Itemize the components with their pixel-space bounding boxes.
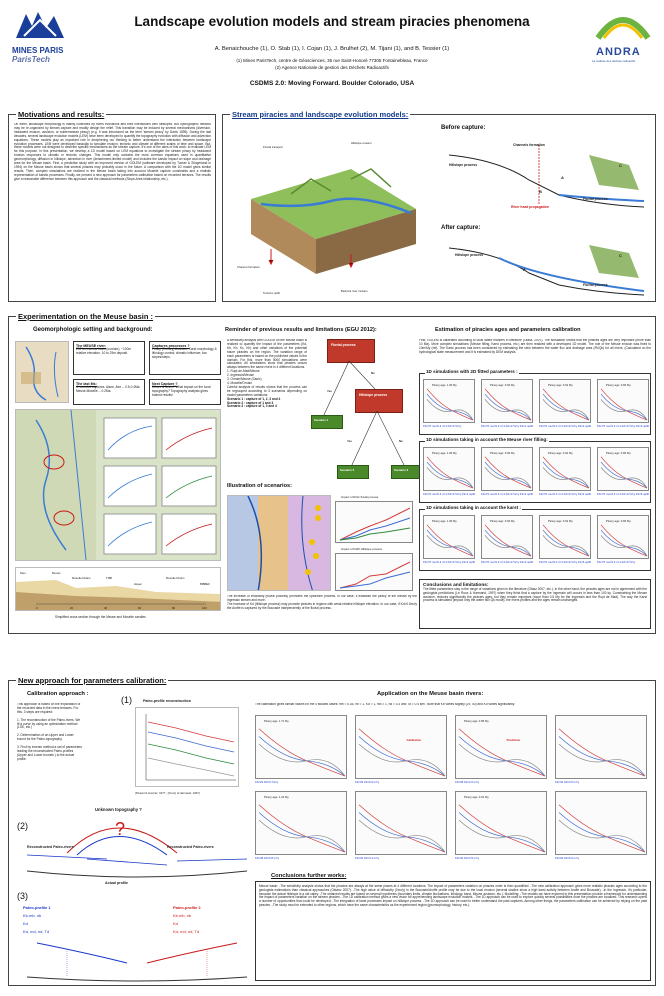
sim-3-plot-1-age: Piracy age: 1.00 My: [432, 519, 457, 523]
reminder-title: Reminder of previous results and limitations (EGU 2012):: [225, 327, 377, 333]
sim-2-plot-2-age: Piracy age: 0.94 My: [490, 451, 515, 455]
label-hillslope-process-1: Hillslope process: [449, 163, 478, 167]
meuse-map: [15, 341, 69, 403]
reconstructed-left: Reconstructed Paleo-rivers: [27, 845, 74, 849]
paleo2-title: Paleo-profile 2: [173, 905, 201, 910]
sim-2-plot-4-curve-1: [601, 462, 647, 488]
illustration-caption-1: Impact of kb/kc fluvial process: [341, 495, 379, 499]
sim-1-plot-3-caption: Kb=70 mu=0.3 n=1 Kd=17m²/y Fk=2 uplift: [539, 424, 592, 428]
sim-1-plot-1-age: Piracy age: 1.00 My: [432, 383, 457, 387]
illustration-caption-2: Impact of Kd/Kf Hillslope process: [341, 547, 383, 551]
sim-2-plot-2-caption: Kb=70 mu=0.3 n=1 Kd=17m²/y Fk=2 uplift: [481, 492, 534, 496]
meuse-plot-8-curve-1: [559, 812, 645, 852]
sim-3-plot-2-curve-1: [485, 530, 531, 556]
reminder-list-1: 1. Rupt-de-Mad/Meuse: [227, 369, 260, 374]
meuse-plot-3-svg: [456, 716, 547, 779]
reminder-list-3: 3. Ornain/Meuse (Saulx): [227, 377, 262, 382]
sim-3-plot-4-caption: Kb=70 mu=0.3 n=1 Kd=17m²/y: [597, 560, 636, 564]
tree-scenario-2-label: Scenario 2: [340, 468, 355, 472]
paleo1-line-3: Kd, md, nd, Td: [23, 929, 50, 934]
illustration-text-1: The increase of erodibility (fluvial process) promotes the upstream process. In our case, it establish the piracy of the Meuse by the Ingressin stream and more.: [227, 595, 417, 602]
meuse-plot-1: [255, 715, 347, 779]
meuse-plot-7-svg: [456, 792, 547, 855]
section-label: Simplified cross section through the Meuse and Moselle candles: [55, 615, 146, 619]
paleo1-line-1: Kb,mb, nb: [23, 913, 42, 918]
meuse-plot-1-curve-1: [259, 736, 345, 776]
sim-1-plot-4-age: Piracy age: 0.84 My: [606, 383, 631, 387]
sim-3-plot-3-age: Piracy age: 0.91 My: [548, 519, 573, 523]
meuse-plot-1-caption: Kb=29 Kd=0.7m²/y: [255, 780, 279, 784]
before-capture-title: Before capture:: [441, 125, 486, 131]
conclusions-text: The fitted parameters stay in the range of variations given in the literature (Otasz 2007, etc.). In the other hand, the piracies ages are not in agreement with the geologists predictions (Le Roux & Harmand, 1997) when they think that a capture by the Ingressin will occurs in less than 100 ky. Constraining the Meuse avulsion, reduces significantly the piracies ages, but they remain important (more than 0.5 My for the Ingressin and the Rupt de Mad). The way the Karst process is simulated (impact only the water flux Qk modif), the rivers profiles and the ages remain unchanged.: [423, 587, 647, 603]
section-axis-0: 0: [36, 606, 38, 610]
experimentation-panel: [8, 316, 656, 634]
sim-1-plot-4: [597, 379, 649, 423]
box-next-capture-text: Where & when? What impact on the local topography? Topography analysis gives trained results!: [152, 385, 211, 397]
illustration-plot-2-svg: [336, 554, 413, 591]
sim-1-plot-2-caption: Kb=70 mu=0.3 n=1 Kd=17m²/y Fk=1 uplift: [481, 424, 534, 428]
actual-profile: Actual profile: [105, 881, 128, 885]
section-word-3: Moselle Drains: [72, 576, 91, 580]
sim-1-plot-4-curve-0: [601, 389, 647, 420]
meuse-plot-6-curve-1: [359, 812, 445, 852]
meuse-plot-5-curve-0: [259, 805, 345, 852]
section-word-7: BIBBEF: [200, 582, 210, 586]
label-fluvial-process-2: Fluvial process: [583, 283, 608, 287]
paleo1-title: Paleo-profile 1: [23, 905, 51, 910]
meuse-plot-8: [555, 791, 647, 855]
meuse-plot-8-caption: Kb=29 Kd=0.9 m²/y: [555, 856, 580, 860]
scenario-map-icon: [228, 496, 331, 591]
sim-3-plot-2-caption: Kb=70 mu=0.3 n=1 Kd=17m²/y Fk=3 uplift: [481, 560, 534, 564]
fig1-title: Paleo-profile reconstruction: [143, 699, 191, 703]
estimation-text: First, GOLEM is calibrated according to local dated markers in literature (Otasz, 2007). The simulation shows that the piracies ages are very important (more than 10 Ma). More complex simulations (Meuse filling, Karst process, etc.) are then realized with a developed 1D model. The role of the Meuse erosion was fixed to 10m/My (ref). The Karst process has been considered by estimating the ratio between the water flux and drainage area (Fk/Qk) for all rivers. (Calculated on the hydrological state measurement and it is estimated by DEM analysis.: [419, 339, 651, 354]
meuse-plot-3-caption: Kb=38 Kd=2.0 m²/y: [455, 780, 480, 784]
logo-andra: [590, 8, 656, 68]
calib-step-2: 2. Determination of an Upper and Lower bound for the Paleo-topography.: [17, 733, 74, 742]
sim-2-plot-1: [423, 447, 475, 491]
newapproach-panel: [8, 680, 656, 986]
reminder-scenario-3: Scenario 3 : capture of 1, 3 and 4: [227, 404, 277, 409]
sim-2-plot-4: [597, 447, 649, 491]
conclusions-box: [419, 579, 651, 629]
illustration-plot-1: [335, 501, 413, 543]
cross-section: [15, 567, 221, 611]
sim-2-plot-3-curve-1: [543, 462, 589, 488]
sim-2-plot-3: [539, 447, 591, 491]
block-label-channel: Channel formation: [237, 265, 260, 269]
box-meuse-river: [73, 341, 145, 375]
label-hillslope-process-2: Hillslope process: [455, 253, 484, 257]
meuse-plot-8-curve-0: [559, 805, 645, 852]
point-c-before: C: [619, 163, 622, 168]
reminder-scenario-2: Scenario 2 : capture of 1 and 4: [227, 400, 274, 405]
further-box: [255, 881, 651, 981]
reminder-text: [227, 339, 307, 469]
cross-section-icon: [16, 568, 221, 611]
meuse-plot-4-curve-1: [559, 736, 645, 776]
sim-1-plot-2-curve-1: [485, 394, 531, 420]
poster-title: Landscape evolution models and stream piracies phenomena: [134, 14, 530, 29]
sim-3-plot-3-curve-1: [543, 530, 589, 556]
point-a-before: A: [561, 175, 564, 180]
meuse-plot-4-svg: [556, 716, 647, 779]
block-label-tectonic: Tectonic uplift: [263, 291, 280, 295]
paleo-profiles-diagram: [27, 933, 247, 983]
fig3-number: (3): [17, 891, 28, 901]
calib-step-3: 3. Find by inverse method a set of parameters leading the reconstructed Paleo-profiles (Upper and Lower bounds ) to the actual profile.: [17, 744, 83, 761]
stream-title: Stream piracies and landscape evolution models:: [232, 110, 409, 119]
conclusions-title: Conclusions and limitations:: [423, 583, 489, 588]
logo-andra-tagline: La maîtrise des déchets radioactifs: [592, 59, 636, 63]
sim-3-plot-2: [481, 515, 533, 559]
logo-andra-text: ANDRA: [596, 46, 641, 58]
meuse-plot-5: [255, 791, 347, 855]
box-last-ms: [73, 379, 145, 405]
sim-3-plot-4-age: Piracy age: 0.84 My: [606, 519, 631, 523]
geomorph-title: Geomorphologic setting and background:: [33, 327, 153, 333]
motivations-title: Motivations and results:: [18, 110, 105, 119]
meuse-plot-7-age: Piracy age: 0.91 My: [464, 795, 489, 799]
section-word-1: Dieu: [20, 571, 26, 575]
sim3-title: 1D simulations taking in account the karst :: [426, 505, 521, 510]
meuse-plot-1-curve-0: [259, 729, 345, 776]
meuse-application-text: The calibration gives similar values for the 4 studied cases: mb = 0.35, nb = 1, Kd = 1, md = 1, nd = 0.3 and Td = 0.4 km². Note that Kb varies slightly (29, 40) and Kd varies significantly.: [255, 703, 515, 706]
tree-scenario-1-label: Scenario 1: [314, 418, 329, 422]
sim-3-plot-2-age: Piracy age: 0.94 My: [490, 519, 515, 523]
meuse-plot-2-curve-1: [359, 736, 445, 776]
meuse-plot-6-caption: Kb=40 Kd=3.3 m²/y: [355, 856, 380, 860]
tree-yes-2: Yes: [347, 439, 352, 443]
sim-2-plot-1-curve-1: [427, 462, 473, 488]
meuse-plot-3: [455, 715, 547, 779]
illustration-text-2: The increase of Kd (hillslope process) may promote piracies in regions with weak relative hillslope elevation. In our case, if Kd>0.5m²/y the Aroffe is captured by the Bouvade independently of the fluvial process.: [227, 601, 417, 610]
sim-1-plot-2-age: Piracy age: 0.94 My: [490, 383, 515, 387]
tree-no-1: No: [371, 371, 375, 375]
sim-3-plot-4-curve-0: [601, 525, 647, 556]
sim-1-plot-1-curve-0: [427, 389, 473, 420]
calib-text: [17, 703, 83, 823]
logo-mines-line1: MINES PARIS: [12, 46, 64, 55]
further-title: Conclusions further works:: [271, 873, 347, 879]
box-last-ms-title: The last Ms:: [76, 382, 97, 386]
svg-text:?: ?: [115, 819, 126, 839]
after-capture-diagram: [439, 233, 649, 303]
meuse-plot-2-curve-0: [359, 729, 445, 776]
box-meuse-river-text: 290 km narrow basin (corridor). ~100m relative elevation. 10 to 25m deposit.: [76, 347, 132, 355]
section-word-2: Meuse: [52, 571, 61, 575]
after-capture-title: After capture:: [441, 225, 481, 231]
block-label-hillslope: Hillslope erosion: [351, 141, 372, 145]
meuse-plot-7-caption: Kb=40 Kd=3.5 m²/y: [455, 856, 480, 860]
tree-scenario-3-label: Scenario 3: [394, 468, 409, 472]
box-captures: [149, 341, 221, 375]
calib-intro: This approach is based on the exploitation of the recorded data in the rivers terraces. For this, 3 steps are required:: [17, 703, 81, 714]
sim-2-plot-2: [481, 447, 533, 491]
sim-2-plot-3-caption: Kb=70 mu=0.3 n=1 Kd=17m²/y Fk=3 uplift: [539, 492, 592, 496]
reminder-scenario-1: Scenario 1 : capture of 1, 2, 3 and 4: [227, 396, 281, 401]
poster-authors: A. Benaichouche (1), O. Stab (1), I. Cojan (1), J. Brulhet (2), M. Tijani (1), and B. Tessier (1): [214, 46, 450, 52]
paleo1-line-2: Kd: [23, 921, 28, 926]
meuse-plot-3-curve-1: [459, 736, 545, 776]
section-word-4: TMB: [106, 576, 112, 580]
box-next-capture-title: Next Capture ?: [152, 382, 178, 386]
meuse-plot-4: [555, 715, 647, 779]
meuse-application-title: Application on the Meuse basin rivers:: [377, 691, 484, 697]
section-axis-1: 20: [70, 606, 74, 610]
experimentation-title: Experimentation on the Meuse basin :: [18, 312, 154, 321]
logo-mines-line2: ParisTech: [12, 55, 50, 64]
sim-3-plot-3: [539, 515, 591, 559]
box-captures-title: Captures processes ?: [152, 344, 190, 348]
sim-1-plot-2-curve-0: [485, 389, 531, 420]
meuse-plot-3-label: Prediction: [506, 738, 521, 743]
label-river-head: River head propagation: [511, 205, 549, 209]
section-axis-2: 40: [104, 606, 108, 610]
box-captures-text: Piracy (Tertiary) Avulsion, Karst morphology & lithology control; climatic influence; low slopes/steps.: [152, 347, 217, 359]
newapproach-title: New approach for parameters calibration:: [18, 676, 167, 685]
meuse-plot-2-caption: Kb=29 Kd=0.9 m²/y: [355, 780, 380, 784]
sim-2-plot-3-age: Piracy age: 0.91 My: [548, 451, 573, 455]
sim-2-plot-2-curve-1: [485, 462, 531, 488]
sim-2-plot-1-curve-0: [427, 457, 473, 488]
label-fluvial-process-1: Fluvial process: [583, 197, 608, 201]
box-last-ms-text: 4 recorded captures. Aisne, Aire -- 0.5-0.4Ma. Meuse-Moselle -- 0.2Ma.: [76, 385, 141, 393]
calib-title: Calibration approach :: [27, 691, 89, 697]
motivations-text: On earth, landscape morphology is mainly controlled by rivers evolutions and their interactions with hillslopes. But hydrographic network may be re-organized by stream capture and readily design the relief. This transition may be induced by several mechanisms (diversion, headward erosion, avulsion, or subterranean piracy) (e.g. It was introduced as the term 'stream piracy' by Davis 1895). During the last decades, several landscape evolution models (LEM) have been developed to quantify the topography evolution with diffusion and advection equations. These models play an important role in deciphering our thinking to better understand the interaction between landscape evolution processes. LEM were developed basically to simulate erosion, tectonic and climate at different scales of time and space. But, these models were not designed to describe specific mechanisms as the stream capture. It's one of the aims of this work: to evaluate LEM for this purpose. In this presentation, we develop a 1D model based on LEM equations to investigate the stream piracy by headward erosion responses to climatic or tectonic changes. This model only contains the most common equations used in quantitative geomorphology, diffusion in hillslope, advection in river (detachment-limited model) and includes the karstic impact on slope and drainage area for the Meuse basin. First, a predictive study with an improved version of GOLEM (software developed by Tucker & Slingerland in 1994) on the Meuse basin shows that several piracies may probably occur in the future. A comparison with the 1D model gives similar results. Then, complex simulations are realized in the Meuse basin taking into account Moselle capture constraints and a realistic representation of karstic processes. Finally, we present a new approach for parameters calibration based on recorded terraces. The results give a reasonable difference between this approach and the classical methods (Slope-Area relationship, etc.).: [14, 123, 211, 181]
meuse-plot-2: [355, 715, 447, 779]
sim1-title: 1D simulations with 2D fitted parameters :: [426, 369, 518, 374]
meuse-topographic-map: [15, 409, 221, 561]
sim2-title: 1D simulations taking in account the Meuse river filling:: [426, 437, 548, 442]
sim-2-plot-4-curve-0: [601, 457, 647, 488]
scenario-map: [227, 495, 331, 591]
box-next-capture: [149, 379, 221, 405]
sim-3-plot-4: [597, 515, 649, 559]
fig1-caption: (Pissart & Gonzaz, 1977 ; (Krum) & Harmand, 1997): [135, 791, 200, 795]
reminder-text-2: All simulations show that piracies occurs always between the same rivers in 4 different locations.: [227, 361, 307, 370]
sim-1-plot-3-age: Piracy age: 0.91 My: [548, 383, 573, 387]
poster-conference: CSDMS 2.0: Moving Forward. Boulder Colorado, USA: [249, 80, 415, 87]
sim-3-plot-4-curve-1: [601, 530, 647, 556]
sim-2-plot-1-caption: Kb=70 mu=0.3 n=1 Kd=17m²/y Fk=1 uplift: [423, 492, 476, 496]
sim-2-plot-2-curve-0: [485, 457, 531, 488]
block-label-fluvial: Fluvial transport: [263, 145, 283, 149]
paleo-reconstruction-figure: [135, 707, 239, 787]
meuse-plot-7-curve-1: [459, 812, 545, 852]
tree-no-2: No: [399, 439, 403, 443]
meuse-plot-1-svg: [256, 716, 347, 779]
sim-2-plot-3-curve-0: [543, 457, 589, 488]
section-axis-3: 60: [138, 606, 142, 610]
reminder-text-3: Careful analysis of results shows that the process can be regrouped according to 3 scenarios depending on model parameters variations:: [227, 384, 307, 397]
sim-3-plot-1-caption: Kb=70 mu=0.3 n=1 Kd=17m²/y Fk=2 uplift: [423, 560, 476, 564]
before-capture-diagram: [439, 135, 649, 215]
reminder-list-4: 4. Moselle/Ornain: [227, 380, 252, 385]
topography-map-icon: [16, 410, 221, 561]
sim-2-plot-4-caption: Kb=70 mu=0.3 n=1 Kd=17m²/y Fk=5 uplift: [597, 492, 650, 496]
meuse-plot-7-curve-0: [459, 805, 545, 852]
block-label-bedrock: Bedrock river incision: [341, 289, 368, 293]
meuse-plot-2-label: Calibration: [406, 738, 422, 743]
meuse-plot-4-curve-0: [559, 729, 645, 776]
sim-3-plot-1: [423, 515, 475, 559]
estimation-title: Estimation of piracies ages and parameters calibration: [435, 327, 581, 333]
illustration-plot-1-svg: [336, 502, 413, 543]
motivations-panel: [8, 114, 216, 302]
meuse-plot-3-curve-0: [459, 729, 545, 776]
illustration-title: Illustration of scenarios:: [227, 483, 292, 489]
sim-1-plot-4-curve-1: [601, 394, 647, 420]
section-word-5: Hayen: [134, 582, 143, 586]
meuse-map-icon: [16, 342, 69, 403]
paleo-figure-svg: [136, 708, 239, 787]
sim-1-plot-3-curve-1: [543, 394, 589, 420]
point-a-after: A: [523, 267, 526, 272]
sim-3-plot-2-curve-0: [485, 525, 531, 556]
sim-2-plot-4-age: Piracy age: 0.84 My: [606, 451, 631, 455]
section-axis-5: 100: [202, 606, 207, 610]
meuse-plot-8-svg: [556, 792, 647, 855]
sim-3-plot-1-curve-0: [427, 525, 473, 556]
meuse-plot-5-caption: Kb=38 Kd=0.8 m²/y: [255, 856, 280, 860]
point-b-before: B: [539, 189, 542, 194]
meuse-plot-4-caption: Kb=40 Kd=3.5 m²/y: [555, 780, 580, 784]
stream-panel: [222, 114, 656, 302]
point-c-after: C: [619, 253, 622, 258]
sim-3-plot-1-curve-1: [427, 530, 473, 556]
reminder-list-2: 2. Ingressin/Meuse: [227, 373, 254, 378]
unknown-topography: Unknown topography ?: [95, 807, 142, 812]
poster-affiliation-2: (2) Agence Nationale de gestion des Déchets Radioactifs: [275, 65, 389, 70]
sim-3-plot-3-caption: Kb=70 mu=0.3 n=1 Kd=17m²/y Fk=5 uplift: [539, 560, 592, 564]
paleo2-line-3: Kd, md, nd, Td: [173, 929, 200, 934]
section-axis-4: 80: [172, 606, 176, 610]
sim-1-plot-1-curve-1: [427, 394, 473, 420]
box-meuse-river-title: The MEUSE river:: [76, 344, 107, 348]
paleo2-line-1: Kb,mb, nb: [173, 913, 192, 918]
meuse-plot-3-age: Piracy age: 0.95 My: [464, 719, 489, 723]
tree-mid-label: Hillslope process: [359, 393, 388, 397]
andra-logo-icon: [590, 8, 656, 48]
sim-1-plot-3-curve-0: [543, 389, 589, 420]
fig1-number: (1): [121, 695, 132, 705]
sim-1-plot-1: [423, 379, 475, 423]
tree-top-label: Fluvial process: [331, 343, 356, 347]
meuse-plot-5-curve-1: [259, 812, 345, 852]
illustration-plot-2: [335, 553, 413, 591]
reconstructed-right: Reconstructed Paleo-rivers: [167, 845, 214, 849]
sim-1-plot-4-caption: Kb=70 mu=0.3 n=1 Kd=17m²/y Fk=3 uplift: [597, 424, 650, 428]
calib-step-1: 1. The reconstruction of the Paleo-rivers. We fit a curve by using an optimization method (LSE, etc.): [17, 717, 81, 730]
meuse-plot-7: [455, 791, 547, 855]
meuse-plot-5-svg: [256, 792, 347, 855]
meuse-plot-6-svg: [356, 792, 447, 855]
sim-1-plot-1-caption: Kb=70 mu=0.3 n=1 Kd=17m²/y: [423, 424, 462, 428]
reminder-text-1: A sensitivity analysis with GOLEM on the Meuse basin is realized to quantify the impact of the parameters (Kd, Kb, Kh, Kc, Kh) and other variations of the potential future piracies on the region. The variation range of each parameters is based on the published values in the domain. For this, more than 5000 simulations were calculated.: [227, 339, 307, 366]
meuse-plot-6-curve-0: [359, 805, 445, 852]
fig2-number: (2): [17, 821, 28, 831]
meuse-plot-1-age: Piracy age: 1.71 My: [264, 719, 289, 723]
meuse-plot-5-age: Piracy age: 1.24 My: [264, 795, 289, 799]
section-word-6: Moselle Drains: [166, 576, 185, 580]
poster-affiliation-1: (1) Mines ParisTech, centre de Géosciences, 35 rue Saint-Honoré 77305 Fontainebleau, France: [236, 58, 428, 63]
paleo2-line-2: Kd: [173, 921, 178, 926]
illustration-text: [227, 595, 417, 631]
further-text: Meuse basin: -The sensitivity analysis shows that the piracies are always at the same places at 4 different locations. The impact of parameters variation on piracies order is then quantified. -The new calibration approach gives more realistic piracies ages according to the geologists estimations than classical approaches (Ostanz 2007). -The high value of diffusivity (0m²/y) in the Bouvade/Aroffe profile may be due to the local erosion (several studies show a high karst activity between Aroffe and Bouvade). -In the Ingressin, it's particular, because the actual hillslope is a old valley. -The obtained results are based on several hypothesis (boundary limits, climate fluctuations, lithology, karst, Meuse avulsion, etc.). Modelling: -The models we have explored in this presentation provide a framework for understanding the impact of parameters variation on the stream piracies. -The 1D calibration method gives a new vision for apprehending landscape evolution models. -The 1D approach can be used to explore quickly several possibilities once the piracies are localized. This research opens a number of opportunities that could be developed: -The integration of karst processes impact on hillslope process. -The 1D approach can be used to better understand the past captures. Among other things, the parameters calibration can be achieved by relying on the past piracies. -The study must be extended to other regions, which have the same characteristics as the experienced region (geomorphology, history, etc.).: [259, 884, 647, 907]
sim-2-plot-1-age: Piracy age: 1.00 My: [432, 451, 457, 455]
sim-3-plot-3-curve-0: [543, 525, 589, 556]
meuse-plot-2-svg: [356, 716, 447, 779]
label-channel-formation: Channels formation: [513, 143, 545, 147]
sim-1-plot-3: [539, 379, 591, 423]
sim-1-plot-2: [481, 379, 533, 423]
meuse-plot-6: [355, 791, 447, 855]
tree-yes-1: Yes: [327, 389, 332, 393]
